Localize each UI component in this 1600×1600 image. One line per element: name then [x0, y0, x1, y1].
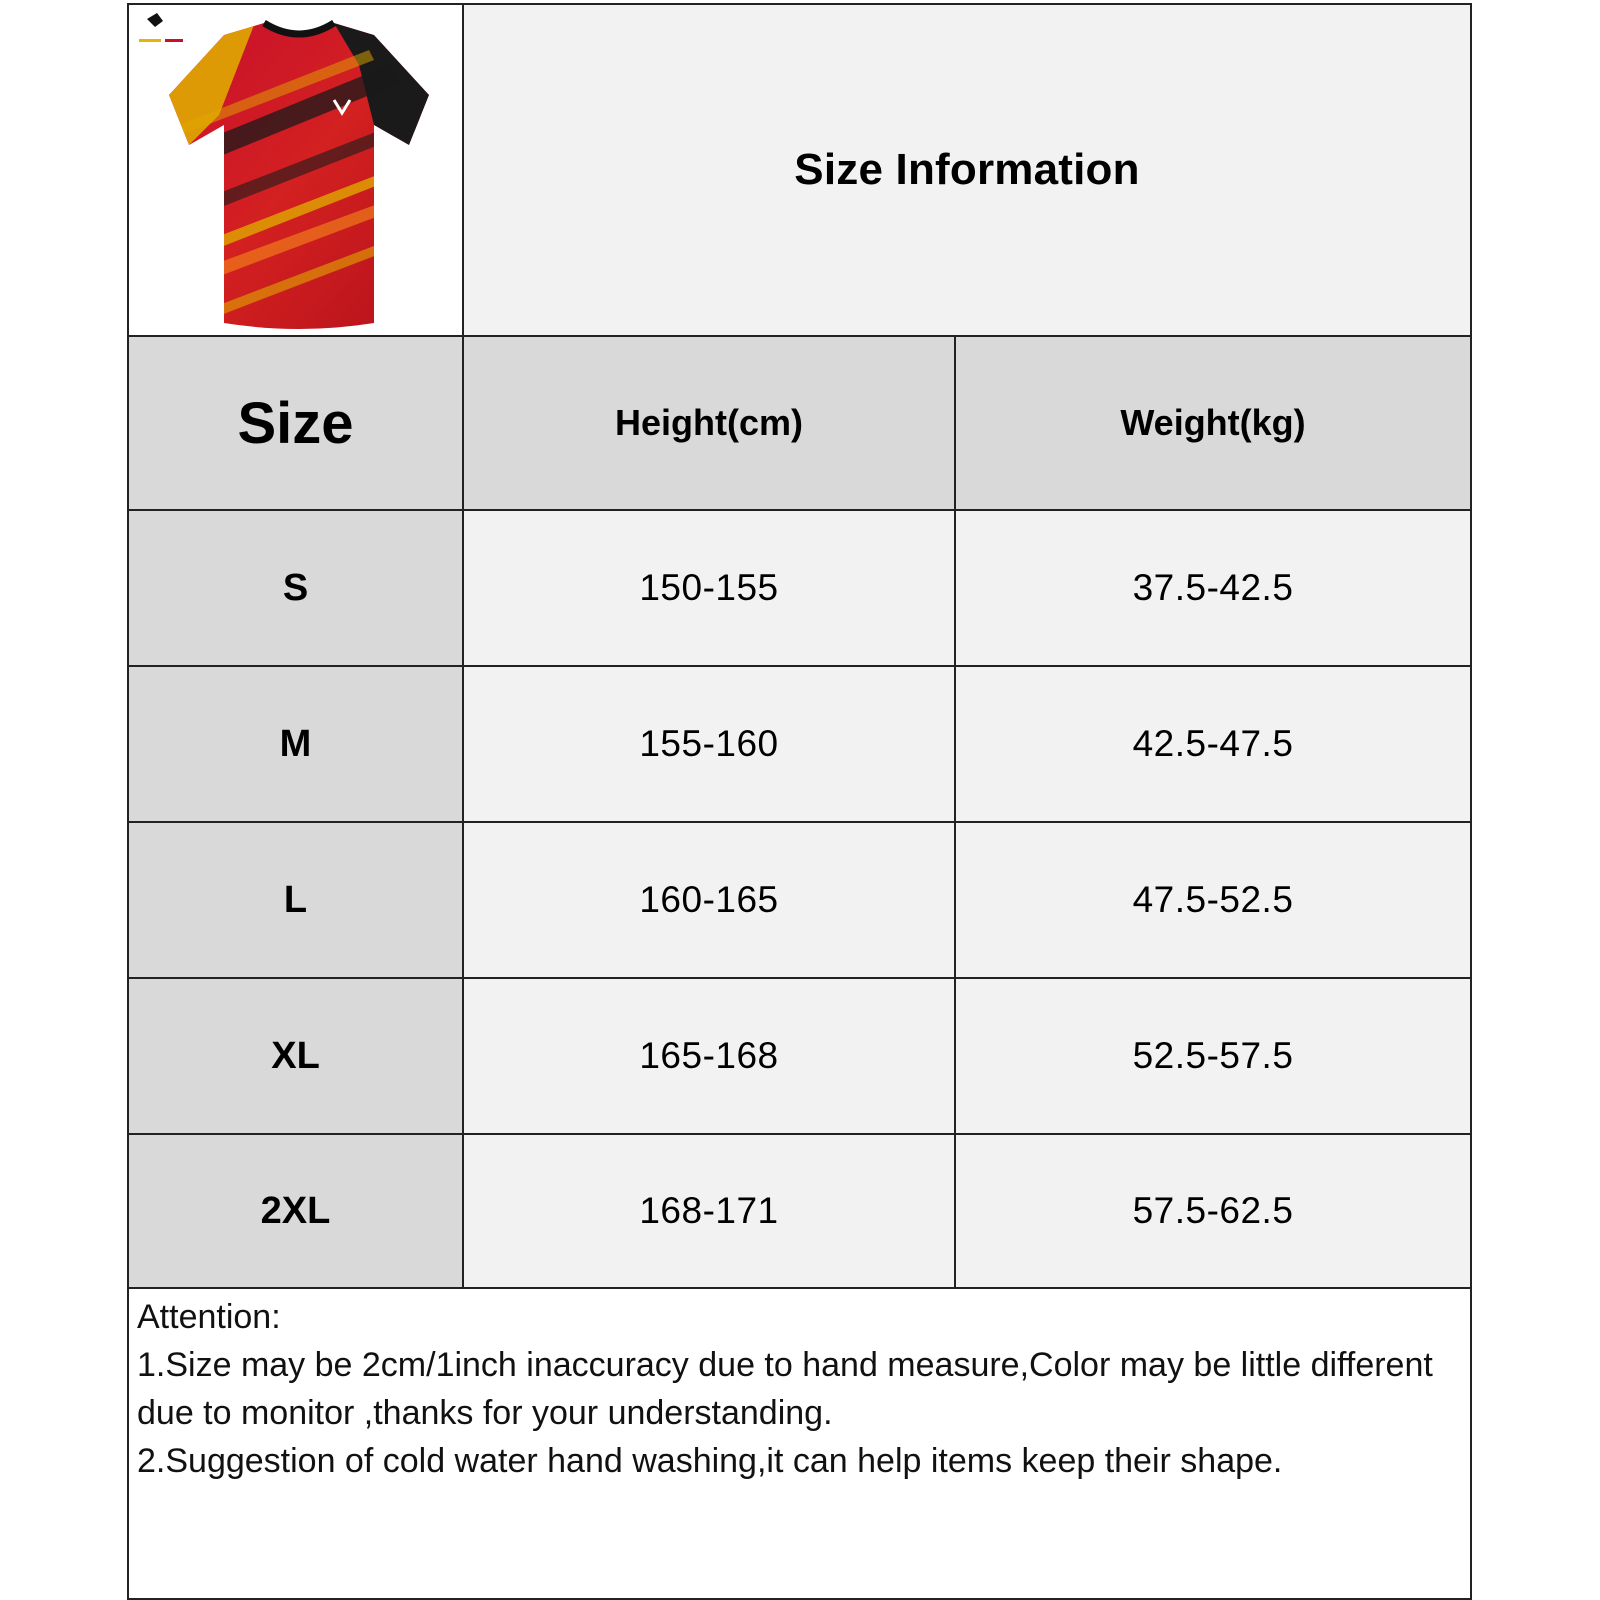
- notes-line-2: 2.Suggestion of cold water hand washing,it can help items keep their shape.: [137, 1442, 1283, 1480]
- table-row-size: [129, 1135, 462, 1287]
- notes-heading: Attention:: [137, 1298, 281, 1336]
- table-row-weight: [956, 979, 1470, 1133]
- table-row-height: [464, 979, 954, 1133]
- table-row-weight: [956, 823, 1470, 977]
- attention-notes: [137, 1293, 1457, 1485]
- grid-divider: [954, 337, 956, 1289]
- column-header-label: Weight(kg): [1120, 402, 1306, 443]
- grid-divider: [129, 1133, 1470, 1135]
- table-row-weight: [956, 1135, 1470, 1287]
- grid-divider: [129, 821, 1470, 823]
- grid-divider: [129, 509, 1470, 511]
- size-value: 2XL: [260, 1189, 331, 1232]
- height-value: 165-168: [639, 1035, 779, 1076]
- table-row-size: [129, 979, 462, 1133]
- weight-value: 52.5-57.5: [1132, 1035, 1294, 1076]
- grid-divider: [129, 665, 1470, 667]
- table-row-size: [129, 667, 462, 821]
- table-row-size: [129, 511, 462, 665]
- column-header-label: Size: [237, 390, 354, 456]
- size-value: M: [279, 722, 312, 765]
- height-value: 155-160: [639, 723, 779, 764]
- weight-value: 42.5-47.5: [1132, 723, 1294, 764]
- notes-line-1: 1.Size may be 2cm/1inch inaccuracy due to hand measure,Color may be little different due to monitor ,thanks for your understanding.: [137, 1346, 1433, 1432]
- table-row-weight: [956, 511, 1470, 665]
- page-title: Size Information: [794, 145, 1140, 194]
- height-value: 150-155: [639, 567, 779, 608]
- grid-divider: [129, 977, 1470, 979]
- brand-logo-icon: [139, 13, 183, 42]
- title-cell: [464, 5, 1470, 335]
- height-value: 160-165: [639, 879, 779, 920]
- table-row-height: [464, 1135, 954, 1287]
- weight-column-header: [956, 337, 1470, 509]
- size-chart: [127, 3, 1472, 1600]
- grid-divider: [129, 1287, 1470, 1289]
- height-column-header: [464, 337, 954, 509]
- weight-value: 47.5-52.5: [1132, 879, 1294, 920]
- table-row-height: [464, 667, 954, 821]
- height-value: 168-171: [639, 1190, 779, 1231]
- column-header-label: Height(cm): [615, 402, 803, 443]
- table-row-weight: [956, 667, 1470, 821]
- weight-value: 57.5-62.5: [1132, 1190, 1294, 1231]
- grid-divider: [462, 5, 464, 1289]
- table-row-size: [129, 823, 462, 977]
- tshirt-image: [129, 5, 469, 337]
- grid-divider: [129, 335, 1470, 337]
- table-row-height: [464, 823, 954, 977]
- product-image: [129, 5, 469, 337]
- table-row-height: [464, 511, 954, 665]
- size-value: S: [282, 566, 309, 609]
- size-value: XL: [271, 1034, 320, 1077]
- weight-value: 37.5-42.5: [1132, 567, 1294, 608]
- size-column-header: [129, 337, 462, 509]
- size-value: L: [283, 878, 308, 921]
